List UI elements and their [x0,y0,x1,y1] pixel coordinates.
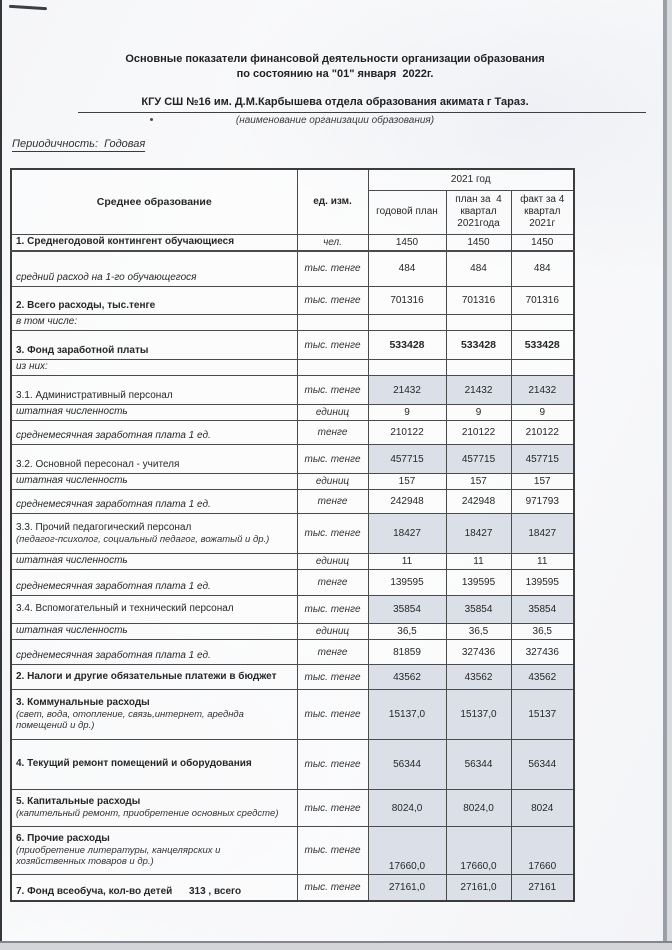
row-value: 15137,0 [446,690,511,740]
row-value: 8024,0 [446,790,511,827]
row-unit: единиц [297,405,368,421]
row-label: 3.3. Прочий педагогический персонал [16,521,192,533]
row-unit: тыс. тенге [297,690,368,740]
table-row [11,405,574,421]
col-header-annual-plan: годовой план [368,190,446,234]
table-row [11,624,574,640]
row-value [368,315,446,331]
row-note: (педагог-психолог, социальный педагог, вожатый и др.) [16,533,270,545]
row-value: 27161 [511,875,574,901]
row-label: 3. Коммунальные расходы [16,697,150,708]
row-value: 21432 [368,376,446,405]
row-value: 9 [511,405,574,421]
row-unit: тыс. тенге [297,445,368,474]
row-value: 81859 [368,640,446,665]
row-value: 9 [446,405,511,421]
table-row [11,554,574,570]
table-row [11,474,574,490]
row-unit [297,360,368,376]
row-value: 533428 [446,331,511,360]
row-value: 17660,0 [368,827,446,875]
row-value: 210122 [446,421,511,445]
row-unit: тыс. тенге [297,740,368,790]
row-label: в том числе: [16,316,78,327]
row-unit: тыс. тенге [297,665,368,690]
row-value: 8024,0 [368,790,446,827]
row-label: средний расход на 1-го обучающегося [16,272,197,283]
row-label: штатная численность [16,406,128,417]
table-row [11,445,574,474]
table-row [11,740,574,790]
row-value: 701316 [368,287,446,315]
row-unit: тыс. тенге [297,790,368,827]
table-row [11,875,574,901]
finance-table-head [11,169,574,234]
row-value: 139595 [368,570,446,596]
row-value: 56344 [511,740,574,790]
table-row [11,490,574,514]
row-value [368,360,446,376]
row-value: 457715 [511,445,574,474]
row-value: 18427 [511,514,574,554]
row-value: 457715 [368,445,446,474]
table-row [11,640,574,665]
row-value: 36,5 [446,624,511,640]
row-unit: тыс. тенге [297,287,368,315]
row-label: среднемесячная заработная плата 1 ед. [16,430,211,441]
organization-underline [78,112,646,113]
periodicity-text: Периодичность: Годовая [12,138,146,150]
row-label: 6. Прочие расходы [16,833,110,844]
row-label: 2. Налоги и другие обязательные платежи в бюджет [16,670,277,682]
row-unit: тыс. тенге [297,331,368,360]
row-label: среднемесячная заработная плата 1 ед. [16,581,211,592]
row-unit: тыс. тенге [297,596,368,624]
row-value: 971793 [511,490,574,514]
table-row [11,251,574,287]
row-value: 18427 [446,514,511,554]
row-value: 43562 [368,665,446,690]
table-row [11,514,574,554]
row-value: 8024 [511,790,574,827]
row-label: 7. Фонд всеобуча, кол-во детей 313 , всего [16,885,242,897]
row-label: среднемесячная заработная плата 1 ед. [16,650,211,661]
row-unit: тыс. тенге [297,827,368,875]
row-value: 242948 [368,490,446,514]
row-label: штатная численность [16,475,128,486]
row-value: 21432 [446,376,511,405]
row-note: (приобретение литературы, канцелярских и хозяйственных товаров и др.) [16,845,221,867]
organization-caption: (наименование организации образования) [235,115,435,126]
row-value: 11 [511,554,574,570]
row-value: 242948 [446,490,511,514]
table-row [11,287,574,315]
finance-table-wrap [10,168,575,902]
row-value: 533428 [511,331,574,360]
row-value: 210122 [368,421,446,445]
row-unit: единиц [297,554,368,570]
row-label: 3.4. Вспомогательный и технический персонал [16,603,234,614]
row-value: 701316 [446,287,511,315]
row-value: 56344 [368,740,446,790]
row-value: 56344 [446,740,511,790]
table-row [11,665,574,690]
report-title [20,52,650,82]
row-value: 17660 [511,827,574,875]
col-header-fact-q4: факт за 4 квартал 2021г [511,190,574,234]
table-row [11,421,574,445]
row-value: 210122 [511,421,574,445]
scan-edge-right [667,0,672,950]
row-value: 36,5 [368,624,446,640]
row-label: из них: [16,361,48,372]
table-row [11,827,574,875]
col-header-category: Среднее образование [11,169,297,234]
row-value: 9 [368,405,446,421]
row-value: 157 [368,474,446,490]
table-row [11,690,574,740]
row-unit: тыс. тенге [297,376,368,405]
row-value [446,360,511,376]
scan-edge-left [0,0,2,941]
row-unit: тенге [297,570,368,596]
row-value: 484 [368,251,446,287]
table-body [11,234,574,901]
row-unit: тенге [297,421,368,445]
scan-dot-artifact [150,118,153,121]
table-row [11,331,574,360]
row-value [511,315,574,331]
row-unit: тыс. тенге [297,875,368,901]
row-label: штатная численность [16,555,128,566]
row-value: 18427 [368,514,446,554]
row-unit: тыс. тенге [297,251,368,287]
row-label: 4. Текущий ремонт помещений и оборудования [16,758,252,769]
table-row [11,376,574,405]
row-value: 533428 [368,331,446,360]
table-row [11,315,574,331]
row-value: 35854 [511,596,574,624]
table-row [11,360,574,376]
row-label: 3.2. Основной пересонал - учителя [16,459,180,470]
row-value: 484 [446,251,511,287]
row-value: 27161,0 [368,875,446,901]
table-row [11,596,574,624]
row-value: 1450 [368,234,446,251]
row-value [446,315,511,331]
row-value: 43562 [511,665,574,690]
row-value: 36,5 [511,624,574,640]
row-value [511,360,574,376]
row-value: 139595 [511,570,574,596]
row-label: 1. Среднегодовой контингент обучающиеся [16,235,235,247]
row-note: (свет, вода, отопление, связь,интернет, ареднда помещений и др.) [16,709,244,731]
row-value: 157 [446,474,511,490]
row-label: среднемесячная заработная плата 1 ед. [16,499,211,510]
scan-edge-bottom [0,943,672,950]
periodicity-line [12,138,145,150]
row-value: 457715 [446,445,511,474]
row-value: 11 [368,554,446,570]
row-unit: единиц [297,624,368,640]
row-value: 27161,0 [446,875,511,901]
col-header-unit: ед. изм. [297,169,368,234]
col-header-year-group: 2021 год [368,169,574,190]
row-value: 17660,0 [446,827,511,875]
row-value: 43562 [446,665,511,690]
finance-table [10,168,575,902]
row-value: 21432 [511,376,574,405]
row-value: 11 [446,554,511,570]
row-unit [297,315,368,331]
row-label: 5. Капитальные расходы [16,796,141,807]
row-value: 1450 [446,234,511,251]
row-unit: тыс. тенге [297,514,368,554]
table-row [11,234,574,251]
scan-pen-mark [9,5,47,10]
table-row [11,570,574,596]
row-value: 35854 [446,596,511,624]
row-label: 2. Всего расходы, тыс.тенге [16,300,156,311]
row-unit: чел. [297,234,368,251]
row-label: 3. Фонд заработной платы [16,345,149,356]
row-note: (капительный ремонт, приобретение основных средсте) [16,808,279,819]
organization-name: КГУ СШ №16 им. Д.М.Карбышева отдела образования акимата г Тараз. [141,96,529,108]
row-label: штатная численность [16,625,128,636]
row-value: 139595 [446,570,511,596]
row-value: 327436 [446,640,511,665]
row-unit: единиц [297,474,368,490]
report-title-line1: Основные показатели финансовой деятельности организации образования [125,53,545,65]
report-title-line2: по состоянию на "01" января 2022г. [236,68,434,80]
row-value: 327436 [511,640,574,665]
row-value: 484 [511,251,574,287]
row-value: 157 [511,474,574,490]
row-value: 1450 [511,234,574,251]
row-unit: тенге [297,490,368,514]
row-value: 701316 [511,287,574,315]
col-header-plan-q4: план за 4 квартал 2021года [446,190,511,234]
row-value: 15137,0 [368,690,446,740]
row-unit: тенге [297,640,368,665]
table-row [11,790,574,827]
row-label: 3.1. Административный персонал [16,390,173,401]
row-value: 15137 [511,690,574,740]
row-value: 35854 [368,596,446,624]
table-header-group-row [11,169,574,190]
